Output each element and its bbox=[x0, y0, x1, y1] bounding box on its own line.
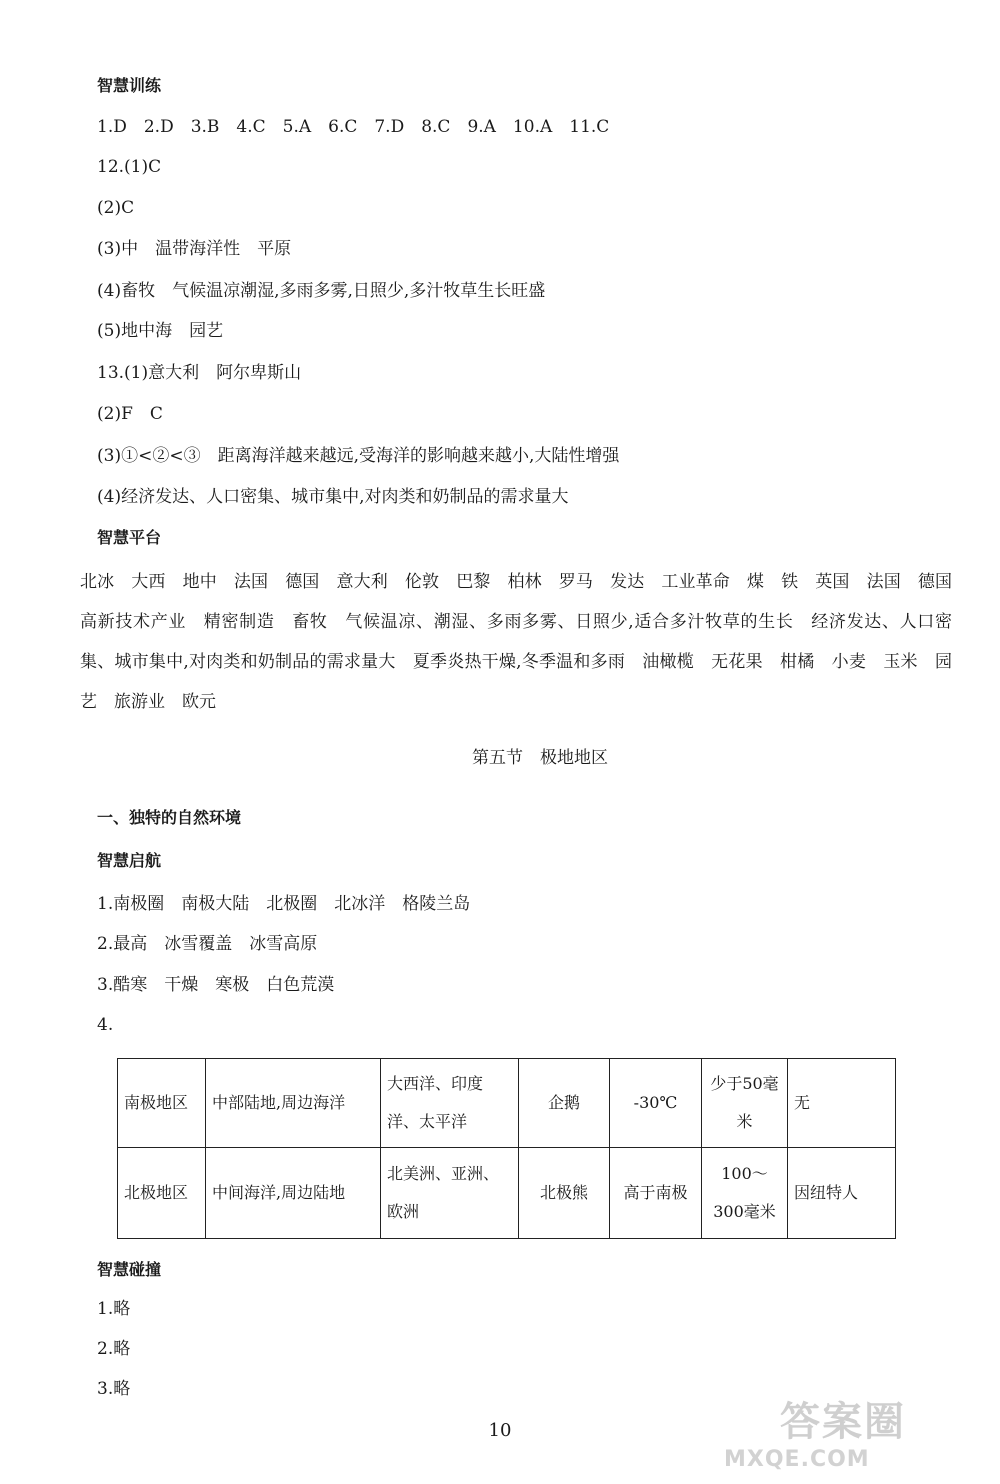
table-cell: 南极地区 bbox=[118, 1059, 206, 1148]
heading-zhihui-pengzhuang: 智慧碰撞 bbox=[97, 1260, 162, 1279]
answer-line: 3.酷寒 干燥 寒极 白色荒漠 bbox=[97, 975, 335, 995]
table-cell: 大西洋、印度洋、太平洋 bbox=[381, 1059, 519, 1148]
table-cell: -30℃ bbox=[610, 1059, 702, 1148]
heading-zhihui-pingtai: 智慧平台 bbox=[97, 528, 162, 547]
answer-line: (2)C bbox=[97, 198, 135, 218]
polar-comparison-table bbox=[117, 1058, 896, 1239]
table-cell: 中间海洋,周边陆地 bbox=[206, 1148, 381, 1239]
answer-line: (3)中 温带海洋性 平原 bbox=[97, 239, 292, 259]
answer-line: 12.(1)C bbox=[97, 157, 162, 177]
answer-line: (2)F C bbox=[97, 404, 163, 424]
heading-zhihui-xunlian: 智慧训练 bbox=[97, 76, 162, 95]
answer-line: (5)地中海 园艺 bbox=[97, 321, 224, 341]
heading-zhihui-qihang: 智慧启航 bbox=[97, 851, 162, 870]
table-cell: 高于南极 bbox=[610, 1148, 702, 1239]
table-cell: 北美洲、亚洲、欧洲 bbox=[381, 1148, 519, 1239]
table-row bbox=[118, 1148, 896, 1239]
answer-line: 1.南极圈 南极大陆 北极圈 北冰洋 格陵兰岛 bbox=[97, 894, 471, 914]
watermark-url: MXQE.COM bbox=[724, 1447, 870, 1472]
table-cell: 100～300毫米 bbox=[702, 1148, 788, 1239]
section-title: 第五节 极地地区 bbox=[472, 748, 608, 768]
table-row bbox=[118, 1059, 896, 1148]
answer-line: 1.D 2.D 3.B 4.C 5.A 6.C 7.D 8.C 9.A 10.A 11.C bbox=[97, 117, 610, 137]
table-cell: 北极熊 bbox=[519, 1148, 610, 1239]
answer-line: 3.略 bbox=[97, 1379, 131, 1399]
table-cell: 少于50毫米 bbox=[702, 1059, 788, 1148]
answer-line: 2.略 bbox=[97, 1339, 131, 1359]
watermark-text: 答案圈 bbox=[780, 1399, 906, 1445]
answer-line: 1.略 bbox=[97, 1299, 131, 1319]
table-cell: 企鹅 bbox=[519, 1059, 610, 1148]
fill-in-paragraph: 北冰 大西 地中 法国 德国 意大利 伦敦 巴黎 柏林 罗马 发达 工业革命 煤 铁 英国 法国 德国 高新技术产业 精密制造 畜牧 气候温凉、潮湿、多雨多雾、日照少,适合多汁牧草的生长 经济发达、人口密集、城市集中,对肉类和奶制品的需求量大 夏季炎热干燥,冬季温和多雨 油橄榄 无花果 柑橘 小麦 玉米 园艺 旅游业 欧元 bbox=[80, 572, 969, 712]
subsection-title: 一、独特的自然环境 bbox=[97, 808, 242, 827]
table-cell: 因纽特人 bbox=[788, 1148, 896, 1239]
table-cell: 北极地区 bbox=[118, 1148, 206, 1239]
table-cell: 中部陆地,周边海洋 bbox=[206, 1059, 381, 1148]
table-cell: 无 bbox=[788, 1059, 896, 1148]
page-number: 10 bbox=[488, 1420, 512, 1441]
watermark-logo bbox=[724, 1390, 992, 1476]
answer-line: 4. bbox=[97, 1015, 114, 1035]
answer-line: 2.最高 冰雪覆盖 冰雪高原 bbox=[97, 934, 318, 954]
answer-line: (3)①<②<③ 距离海洋越来越远,受海洋的影响越来越小,大陆性增强 bbox=[97, 446, 620, 466]
answer-line: 13.(1)意大利 阿尔卑斯山 bbox=[97, 363, 302, 383]
answer-line: (4)经济发达、人口密集、城市集中,对肉类和奶制品的需求量大 bbox=[97, 487, 569, 507]
answer-line: (4)畜牧 气候温凉潮湿,多雨多雾,日照少,多汁牧草生长旺盛 bbox=[97, 281, 546, 301]
